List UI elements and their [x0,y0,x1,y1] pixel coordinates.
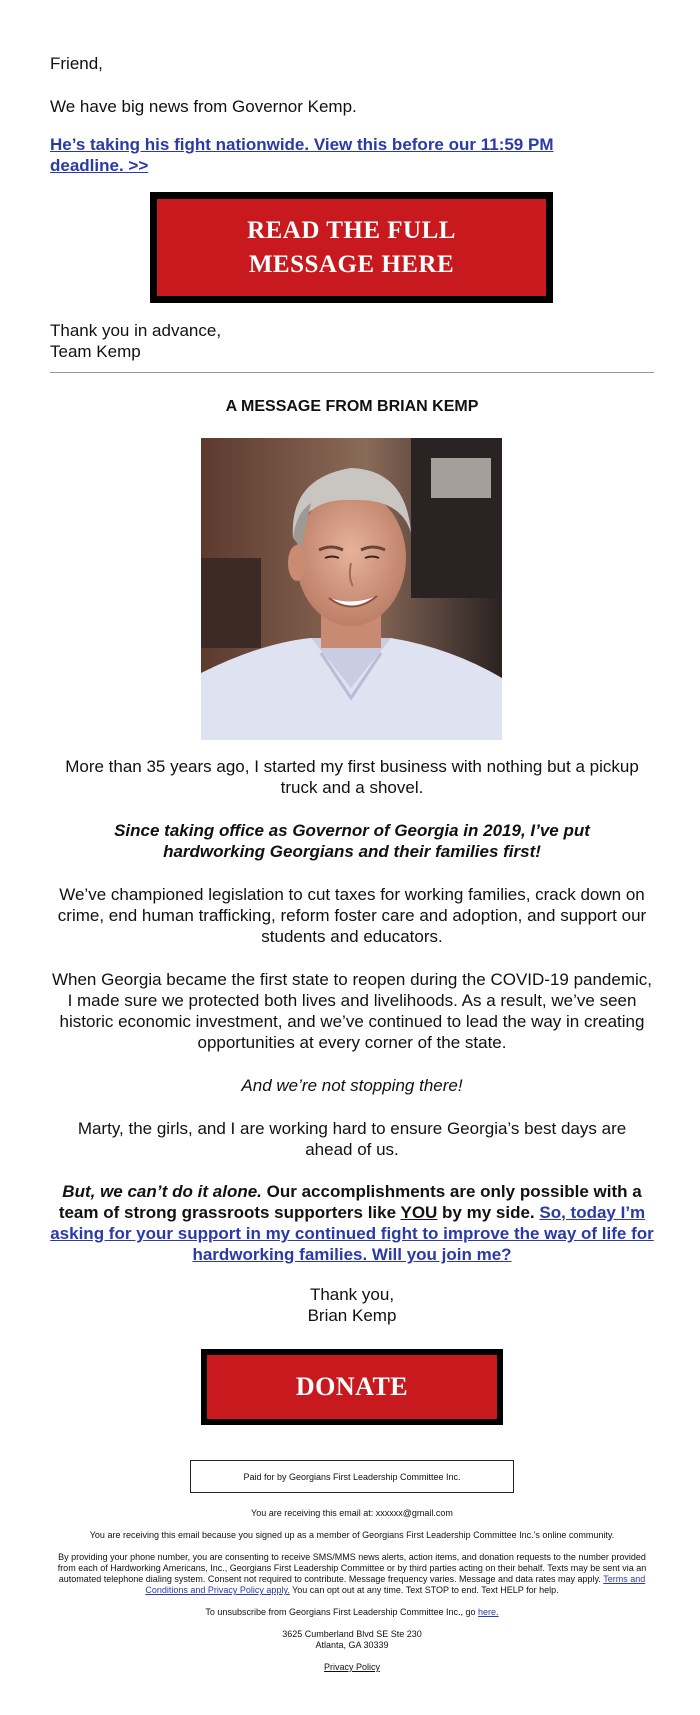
intro-text: We have big news from Governor Kemp. [50,97,357,116]
cta-line-1: READ THE FULL [247,216,456,244]
paragraph-4: When Georgia became the first state to reopen during the COVID-19 pandemic, I made sure we protected both lives and livelihoods. As a result, we’ve seen historic economic investment, and we’ve continued to lead the way in creating opportunities at every corner of the state. [51,970,653,1052]
address-line-1: 3625 Cumberland Blvd SE Ste 230 [282,1629,422,1639]
headline-link[interactable]: He’s taking his fight nationwide. View this before our 11:59 PM deadline. >> [50,135,554,175]
signoff-top-line1: Thank you in advance, [50,321,222,340]
signoff-top-line2: Team Kemp [50,342,141,361]
paragraph-6: Marty, the girls, and I are working hard to ensure Georgia’s best days are ahead of us. [77,1119,627,1159]
paragraph-2: Since taking office as Governor of Georgia in 2019, I’ve put hardworking Georgians and their families first! [114,821,590,861]
divider [50,372,654,373]
signoff-top [50,320,221,362]
terms-link[interactable]: Terms and Conditions and Privacy Policy apply. [145,1574,646,1595]
greeting: Friend, [50,54,103,73]
read-full-message-button[interactable] [150,192,553,303]
paragraph-5: And we’re not stopping there! [241,1076,463,1095]
receiving-email-line: You are receiving this email at: xxxxxx@gmail.com [251,1508,453,1518]
sms-consent: By providing your phone number, you are consenting to receive SMS/MMS news alerts, action items, and donation requests to the number provided from each of Hardworking Americans, Inc., Georgians First Leadership Committee or by third parties acting on their behalf. Texts may be sent via an automated telephone dialing system. Consent not required to contribute. Message frequency varies. Message and data rates may apply. Terms and Conditions and Privacy Policy apply. You can opt out at any time. Text STOP to end. Text HELP for help. [57,1552,647,1595]
footer [56,1508,648,1673]
appeal-paragraph [50,1181,654,1265]
unsubscribe-line: To unsubscribe from Georgians First Leadership Committee Inc., go here. [205,1607,499,1617]
paid-for-text: Paid for by Georgians First Leadership Committee Inc. [243,1471,461,1482]
appeal-text-b: by my side. [437,1203,540,1222]
signup-reason: You are receiving this email because you signed up as a member of Georgians First Leadership Committee Inc.'s online community. [89,1530,615,1540]
paragraph-1: More than 35 years ago, I started my first business with nothing but a pickup truck and a shovel. [65,757,639,797]
appeal-text-a: Our accomplishments are only possible with a team of strong grassroots supporters like [58,1182,642,1222]
cta-line-2: MESSAGE HERE [248,250,455,278]
appeal-you: YOU [400,1203,438,1222]
privacy-policy-link-wrap [56,1662,648,1673]
appeal-italic: But, we can’t do it alone. [62,1182,262,1201]
paid-for-box [190,1460,514,1493]
message-header: A MESSAGE FROM BRIAN KEMP [225,398,479,415]
signoff-bottom-line1: Thank you, [309,1285,395,1304]
portrait-photo [201,438,502,740]
signoff-bottom [50,1284,654,1326]
privacy-policy-link[interactable]: Privacy Policy [323,1662,380,1672]
signoff-bottom-line2: Brian Kemp [307,1306,397,1325]
donate-button[interactable] [201,1349,503,1425]
recipient-email: xxxxxx@gmail.com [375,1508,453,1518]
address-line-2: Atlanta, GA 30339 [315,1640,389,1650]
unsubscribe-link[interactable]: here. [478,1607,499,1617]
appeal-link[interactable]: So, today I’m asking for your support in my continued fight to improve the way of life for hardworking families. Will you join me? [50,1203,654,1264]
donate-label: DONATE [207,1355,497,1419]
paragraph-3: We’ve championed legislation to cut taxes for working families, crack down on crime, end human trafficking, reform foster care and adoption, and support our students and educators. [57,885,647,946]
